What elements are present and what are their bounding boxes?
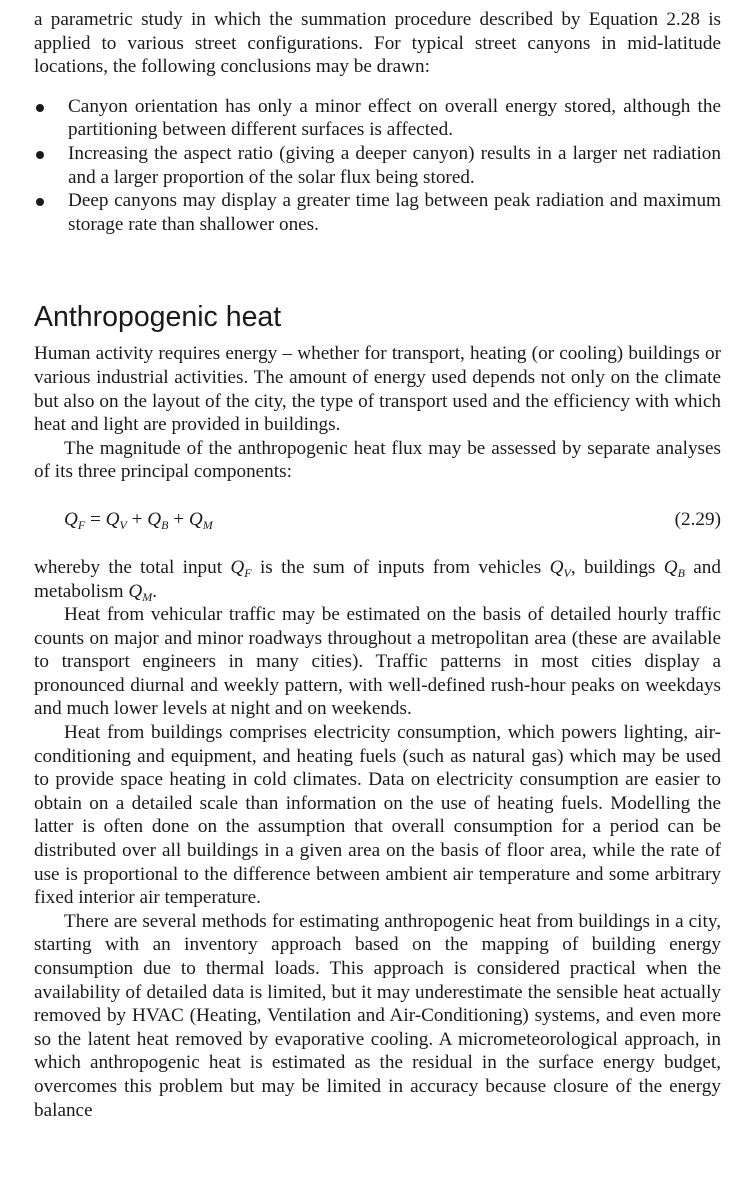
equation-expression: $Q_F = Q_V + Q_B + Q_M$ [64, 508, 213, 532]
bullet-icon [36, 104, 44, 112]
list-item [34, 95, 721, 142]
list-item-text: Deep canyons may display a greater time lag between peak radiation and maximum storage rate than shallower ones. [68, 190, 721, 235]
list-item-text: Canyon orientation has only a minor effect on overall energy stored, although the partitioning between different surfaces is affected. [68, 95, 721, 141]
bullet-icon [36, 151, 44, 159]
list-item [34, 189, 721, 236]
paragraph-human-activity: Human activity requires energy – whether for transport, heating (or cooling) buildings or various industrial activities. The amount of energy used depends not only on the climate but also on the layout of the city, the type of transport used and the efficiency with which heat and light are provided in buildings. [34, 343, 721, 436]
section-heading: Anthropogenic heat [34, 301, 282, 334]
list-item [34, 142, 721, 189]
paragraph-magnitude: The magnitude of the anthropogenic heat flux may be assessed by separate analyses of its three principal components: [34, 437, 721, 483]
equation-2-29 [34, 508, 721, 532]
paragraph-methods: There are several methods for estimating anthropogenic heat from buildings in a city, starting with an inventory approach based on the mapping of building energy consumption due to thermal loads. This approach is considered practical when the availability of detailed data is limited, but it may underestimate the sensible heat actually removed by HVAC (Heating, Ventilation and Air-Conditioning) systems, and even more so the latent heat removed by evaporative cooling. A micrometeorological approach, in which anthropogenic heat is estimated as the residual in the surface energy budget, overcomes this problem but may be limited in accuracy because closure of the energy balance [34, 910, 721, 1121]
conclusions-list [34, 95, 721, 237]
intro-paragraph: a parametric study in which the summation procedure described by Equation 2.28 is applied to various street configurations. For typical street canyons in mid-latitude locations, the following conclusions may be drawn: [34, 9, 721, 78]
document-page [34, 8, 721, 1122]
paragraph-buildings: Heat from buildings comprises electricity consumption, which powers lighting, air-conditioning and equipment, and heating fuels (such as natural gas) which may be used to provide space heating in cold climates. Data on electricity consumption are easier to obtain on a detailed scale than information on the use of heating fuels. Modelling the latter is often done on the assumption that overall consumption for a period can be distributed over all buildings in a given area on the basis of floor area, while the rate of use is proportional to the difference between ambient air temperature and some arbitrary fixed interior air temperature. [34, 722, 721, 909]
paragraph-vehicular: Heat from vehicular traffic may be estimated on the basis of detailed hourly traffic counts on major and minor roadways throughout a metropolitan area (these are available to transport engineers in many cities). Traffic patterns in most cities display a pronounced diurnal and weekly pattern, with well-defined rush-hour peaks on weekdays and much lower levels at night and on weekends. [34, 604, 721, 720]
paragraph-whereby: whereby the total input $Q_F$ is the sum of inputs from vehicles $Q_V$, buildings $Q_B$ and metabolism $Q_M$. [34, 556, 721, 604]
equation-number: (2.29) [674, 508, 721, 530]
bullet-icon [36, 198, 44, 206]
list-item-text: Increasing the aspect ratio (giving a deeper canyon) results in a larger net radiation and a larger proportion of the solar flux being stored. [68, 142, 721, 188]
